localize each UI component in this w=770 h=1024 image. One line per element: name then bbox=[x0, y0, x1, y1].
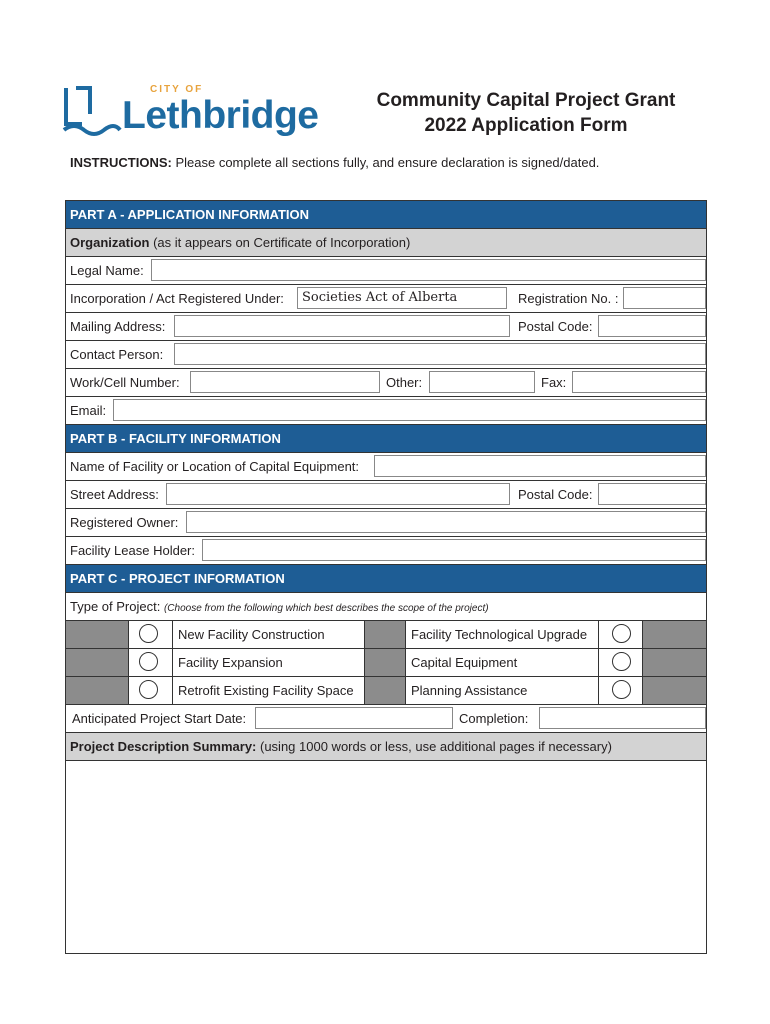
incorporation-row bbox=[66, 285, 706, 313]
divider bbox=[405, 649, 406, 676]
divider bbox=[128, 649, 129, 676]
radio-capital-equipment[interactable] bbox=[612, 652, 631, 671]
grey-cell bbox=[643, 621, 706, 648]
registration-label: Registration No. : bbox=[518, 291, 619, 306]
owner-row bbox=[66, 509, 706, 537]
contact-person-label: Contact Person: bbox=[70, 347, 164, 362]
lease-holder-label: Facility Lease Holder: bbox=[70, 543, 195, 558]
street-row bbox=[66, 481, 706, 509]
postal-code-field[interactable] bbox=[598, 315, 706, 337]
registered-owner-label: Registered Owner: bbox=[70, 515, 179, 530]
radio-planning[interactable] bbox=[612, 680, 631, 699]
start-date-label: Anticipated Project Start Date: bbox=[72, 711, 247, 726]
grey-cell bbox=[643, 677, 706, 704]
legal-name-field[interactable] bbox=[151, 259, 706, 281]
instructions-label: INSTRUCTIONS: bbox=[70, 155, 172, 170]
divider bbox=[598, 621, 599, 648]
summary-note: (using 1000 words or less, use additional pages if necessary) bbox=[256, 739, 612, 754]
radio-new-facility[interactable] bbox=[139, 624, 158, 643]
phone-row bbox=[66, 369, 706, 397]
work-cell-label: Work/Cell Number: bbox=[70, 375, 180, 390]
divider bbox=[128, 621, 129, 648]
option-capital-equipment-label: Capital Equipment bbox=[411, 655, 518, 670]
type-note: (Choose from the following which best describes the scope of the project) bbox=[163, 603, 489, 614]
radio-tech-upgrade[interactable] bbox=[612, 624, 631, 643]
grey-cell bbox=[365, 677, 405, 704]
grey-cell bbox=[643, 649, 706, 676]
option-retrofit-label: Retrofit Existing Facility Space bbox=[178, 683, 354, 698]
project-option-row-3 bbox=[66, 677, 706, 705]
organization-note: (as it appears on Certificate of Incorporation) bbox=[149, 235, 411, 250]
divider bbox=[405, 621, 406, 648]
city-logo bbox=[62, 84, 319, 144]
grey-cell bbox=[66, 621, 128, 648]
logo-mark-icon bbox=[62, 84, 122, 140]
contact-row bbox=[66, 341, 706, 369]
instructions bbox=[70, 155, 599, 170]
lease-holder-field[interactable] bbox=[202, 539, 706, 561]
logo-city-text: CITY OF bbox=[150, 84, 204, 95]
part-a-heading: PART A - APPLICATION INFORMATION bbox=[66, 201, 706, 229]
divider bbox=[598, 677, 599, 704]
facility-postal-label: Postal Code: bbox=[518, 487, 593, 502]
completion-field[interactable] bbox=[539, 707, 706, 729]
divider bbox=[405, 677, 406, 704]
legal-name-row bbox=[66, 257, 706, 285]
type-label-text: Type of Project: bbox=[70, 599, 161, 614]
grey-cell bbox=[365, 621, 405, 648]
fax-field[interactable] bbox=[572, 371, 706, 393]
facility-postal-field[interactable] bbox=[598, 483, 706, 505]
divider bbox=[172, 677, 173, 704]
project-option-row-2 bbox=[66, 649, 706, 677]
email-label: Email: bbox=[70, 403, 107, 418]
summary-label: Project Description Summary: bbox=[70, 739, 257, 754]
email-row bbox=[66, 397, 706, 425]
mailing-address-field[interactable] bbox=[174, 315, 510, 337]
divider bbox=[172, 649, 173, 676]
type-of-project-row bbox=[66, 593, 706, 621]
lease-row bbox=[66, 537, 706, 565]
application-form bbox=[65, 200, 707, 954]
start-date-field[interactable] bbox=[255, 707, 453, 729]
facility-name-field[interactable] bbox=[374, 455, 706, 477]
type-of-project-label bbox=[70, 593, 489, 622]
divider bbox=[172, 621, 173, 648]
registration-field[interactable] bbox=[623, 287, 706, 309]
organization-subheading bbox=[66, 229, 706, 257]
project-option-row-1 bbox=[66, 621, 706, 649]
divider bbox=[128, 677, 129, 704]
work-cell-field[interactable] bbox=[190, 371, 380, 393]
facility-name-row bbox=[66, 453, 706, 481]
divider bbox=[598, 649, 599, 676]
mailing-address-label: Mailing Address: bbox=[70, 319, 166, 334]
other-phone-field[interactable] bbox=[429, 371, 535, 393]
title-line-2: 2022 Application Form bbox=[424, 115, 628, 136]
title-line-1: Community Capital Project Grant bbox=[376, 90, 676, 111]
contact-person-field[interactable] bbox=[174, 343, 706, 365]
page-title bbox=[340, 88, 712, 138]
part-c-heading: PART C - PROJECT INFORMATION bbox=[66, 565, 706, 593]
grey-cell bbox=[66, 677, 128, 704]
option-tech-upgrade-label: Facility Technological Upgrade bbox=[411, 627, 588, 642]
street-address-field[interactable] bbox=[166, 483, 510, 505]
instructions-text: Please complete all sections fully, and ensure declaration is signed/dated. bbox=[171, 155, 600, 170]
grey-cell bbox=[365, 649, 405, 676]
fax-label: Fax: bbox=[541, 375, 567, 390]
grey-cell bbox=[66, 649, 128, 676]
incorporation-label: Incorporation / Act Registered Under: bbox=[70, 291, 284, 306]
option-planning-label: Planning Assistance bbox=[411, 683, 528, 698]
incorporation-field[interactable]: Societies Act of Alberta bbox=[297, 287, 507, 309]
option-new-facility-label: New Facility Construction bbox=[178, 627, 325, 642]
dates-row bbox=[66, 705, 706, 733]
postal-code-label: Postal Code: bbox=[518, 319, 593, 334]
radio-facility-expansion[interactable] bbox=[139, 652, 158, 671]
organization-label: Organization bbox=[70, 235, 150, 250]
facility-name-label: Name of Facility or Location of Capital Equipment: bbox=[70, 459, 360, 474]
street-address-label: Street Address: bbox=[70, 487, 159, 502]
other-label: Other: bbox=[386, 375, 423, 390]
email-field[interactable] bbox=[113, 399, 706, 421]
project-description-textarea[interactable] bbox=[66, 761, 706, 953]
legal-name-label: Legal Name: bbox=[70, 263, 144, 278]
option-facility-expansion-label: Facility Expansion bbox=[178, 655, 283, 670]
logo-name-text: Lethbridge bbox=[122, 94, 319, 137]
mailing-row bbox=[66, 313, 706, 341]
radio-retrofit[interactable] bbox=[139, 680, 158, 699]
summary-heading-row bbox=[66, 733, 706, 761]
completion-label: Completion: bbox=[459, 711, 529, 726]
part-b-heading: PART B - FACILITY INFORMATION bbox=[66, 425, 706, 453]
registered-owner-field[interactable] bbox=[186, 511, 706, 533]
